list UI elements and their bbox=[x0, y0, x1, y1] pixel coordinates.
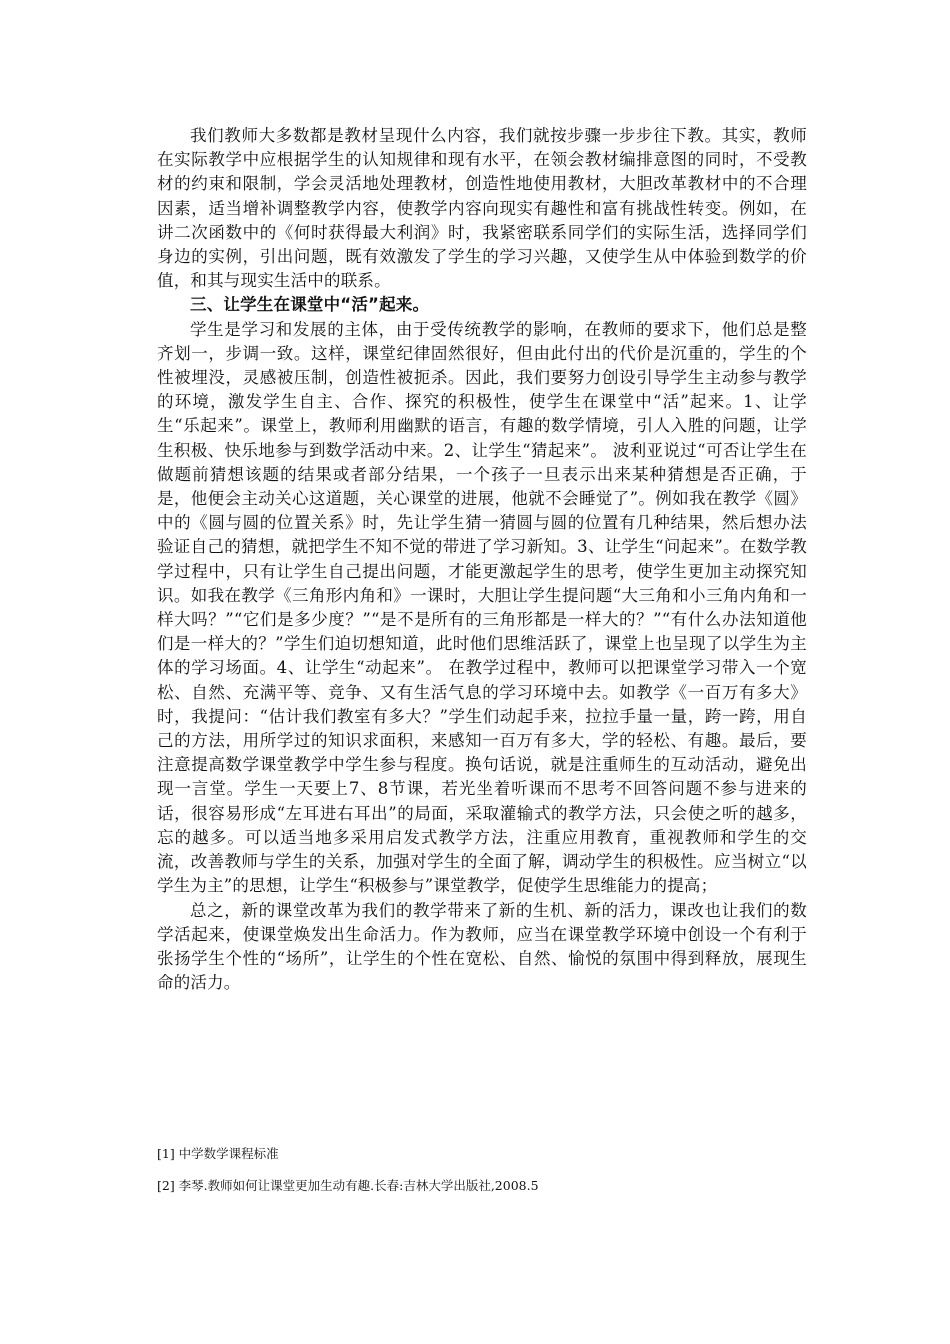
paragraph-1: 我们教师大多数都是教材呈现什么内容，我们就按步骤一步步往下教。其实，教师在实际教学中应根据学生的认知规律和现有水平，在领会教材编排意图的同时，不受教材的约束和限制，学会灵活地处理教材，创造性地使用教材，大胆改革教材中的不合理因素，适当增补调整教学内容，使教学内容向现实有趣性和富有挑战性转变。例如，在讲二次函数中的《何时获得最大利润》时，我紧密联系同学们的实际生活，选择同学们身边的实例，引出问题，既有效激发了学生的学习兴趣，又使学生从中体验到数学的价值，和其与现实生活中的联系。 bbox=[157, 126, 807, 291]
body-text bbox=[157, 124, 807, 995]
paragraph-3: 总之，新的课堂改革为我们的教学带来了新的生机、新的活力，课改也让我们的数学活起来，使课堂焕发出生命活力。作为教师，应当在课堂教学环境中创设一个有利于张扬学生个性的“场所”，让学生的个性在宽松、自然、愉悦的氛围中得到释放，展现生命的活力。 bbox=[157, 900, 807, 993]
section-heading-3: 三、让学生在课堂中“活”起来。 bbox=[190, 295, 430, 315]
reference-2: [2] 李琴.教师如何让课堂更加生动有趣.长春:吉林大学出版社,2008.5 bbox=[157, 1178, 539, 1193]
paragraph-2: 学生是学习和发展的主体，由于受传统教学的影响，在教师的要求下，他们总是整齐划一，步调一致。这样，课堂纪律固然很好，但由此付出的代价是沉重的，学生的个性被埋没，灵感被压制，创造性被扼杀。因此，我们要努力创设引导学生主动参与教学的环境，激发学生自主、合作、探究的积极性，使学生在课堂中“活”起来。1、让学生“乐起来”。课堂上，教师利用幽默的语言，有趣的数学情境，引人入胜的问题，让学生积极、快乐地参与到数学活动中来。2、让学生“猜起来”。 波利亚说过“可否让学生在做题前猜想该题的结果或者部分结果，一个孩子一旦表示出来某种猜想是否正确，于是，他便会主动关心这道题，关心课堂的进展，他就不会睡觉了”。例如我在教学《圆》中的《圆与圆的位置关系》时，先让学生猜一猜圆与圆的位置有几种结果，然后想办法验证自己的猜想，就把学生不知不觉的带进了学习新知。3、让学生“问起来”。在数学教学过程中，只有让学生自己提出问题，才能更激起学生的思考，使学生更加主动探究知识。如我在教学《三角形内角和》一课时，大胆让学生提问题“大三角和小三角内角和一样大吗？”“它们是多少度？”“是不是所有的三角形都是一样大的？”“有什么办法知道他们是一样大的？”学生们迫切想知道，此时他们思维活跃了，课堂上也呈现了以学生为主体的学习场面。4、让学生“动起来”。 在教学过程中，教师可以把课堂学习带入一个宽松、自然、充满平等、竞争、又有生活气息的学习环境中去。如教学《一百万有多大》时，我提问：“估计我们教室有多大？”学生们动起手来，拉拉手量一量，跨一跨，用自己的方法，用所学过的知识求面积，来感知一百万有多大，学的轻松、有趣。最后，要注意提高数学课堂教学中学生参与程度。换句话说，就是注重师生的互动活动，避免出现一言堂。学生一天要上7、8节课，若光坐着听课而不思考不回答问题不参与进来的话，很容易形成“左耳进右耳出”的局面，采取灌输式的教学方法，只会使之听的越多，忘的越多。可以适当地多采用启发式教学方法，注重应用教育，重视教师和学生的交流，改善教师与学生的关系，加强对学生的全面了解，调动学生的积极性。应当树立“以学生为主”的思想，让学生“积极参与”课堂教学，促使学生思维能力的提高； bbox=[157, 319, 807, 896]
reference-1: [1] 中学数学课程标准 bbox=[157, 1146, 279, 1161]
references bbox=[157, 1146, 807, 1210]
